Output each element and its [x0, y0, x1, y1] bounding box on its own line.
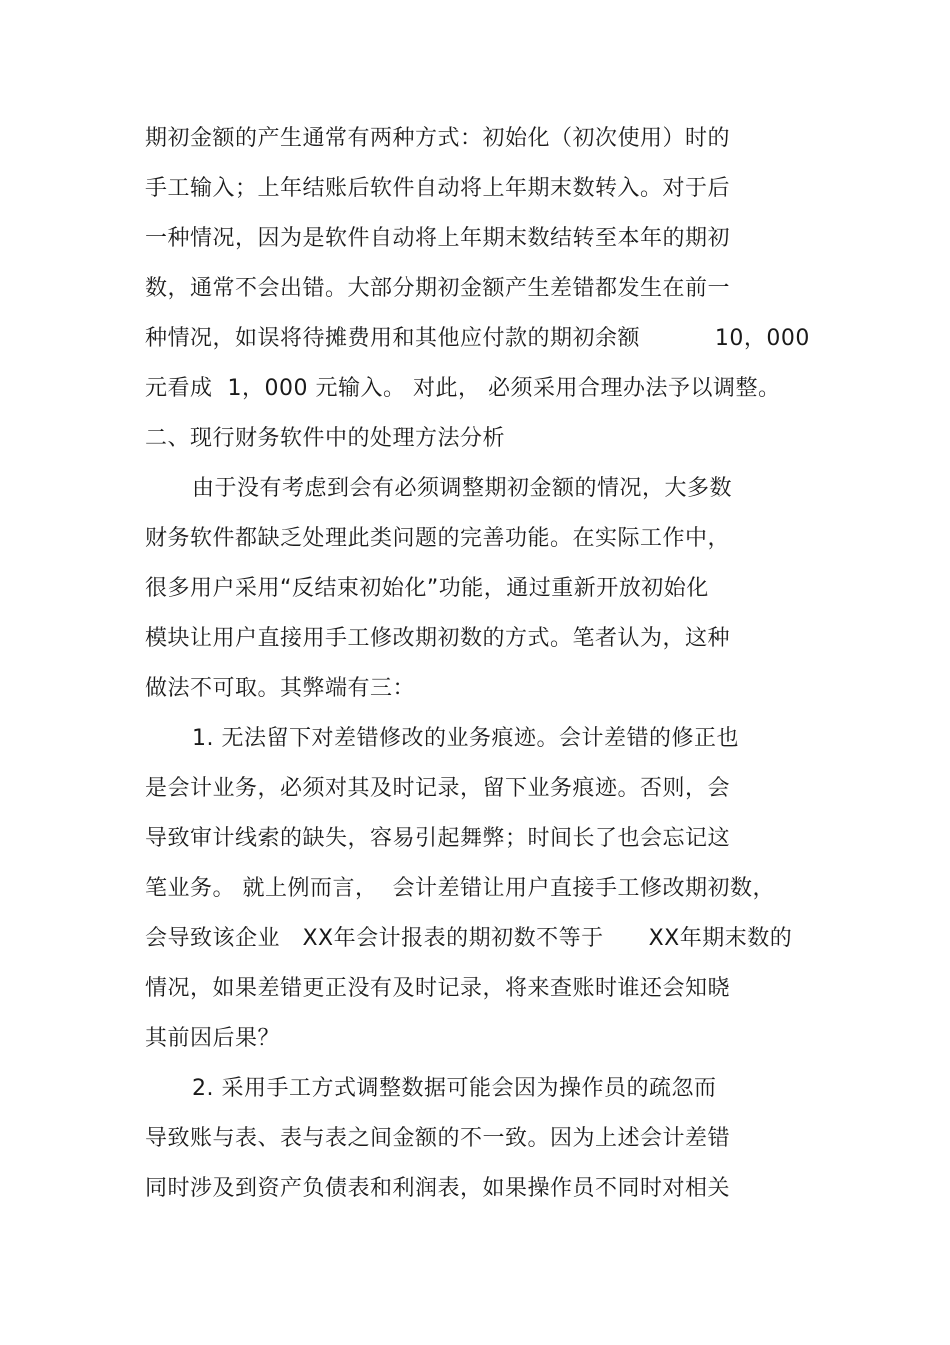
paragraph-line: 其前因后果？ [145, 1026, 281, 1051]
paragraph-line: 种情况，如误将待摊费用和其他应付款的期初余额 10，000 [145, 326, 810, 351]
paragraph-line: 是会计业务，必须对其及时记录，留下业务痕迹。否则，会 [145, 776, 731, 801]
list-item-line: 1. 无法留下对差错修改的业务痕迹。会计差错的修正也 [192, 726, 739, 751]
paragraph-line: 导致账与表、表与表之间金额的不一致。因为上述会计差错 [145, 1126, 731, 1151]
paragraph-line: 一种情况，因为是软件自动将上年期末数结转至本年的期初 [145, 226, 731, 251]
paragraph-line: 模块让用户直接用手工修改期初数的方式。笔者认为，这种 [145, 626, 731, 651]
list-item-line: 2. 采用手工方式调整数据可能会因为操作员的疏忽而 [192, 1076, 717, 1101]
paragraph-line: 财务软件都缺乏处理此类问题的完善功能。在实际工作中， [145, 526, 731, 551]
paragraph-line: 导致审计线索的缺失，容易引起舞弊；时间长了也会忘记这 [145, 826, 731, 851]
paragraph-line: 情况，如果差错更正没有及时记录，将来查账时谁还会知晓 [145, 976, 731, 1001]
paragraph-line: 会导致该企业 XX年会计报表的期初数不等于 XX年期末数的 [145, 926, 793, 951]
paragraph-line: 手工输入；上年结账后软件自动将上年期末数转入。对于后 [145, 176, 731, 201]
paragraph-line: 元看成 1，000 元输入。 对此， 必须采用合理办法予以调整。 [145, 376, 781, 401]
paragraph-line: 很多用户采用“反结束初始化”功能，通过重新开放初始化 [145, 576, 709, 601]
paragraph-line: 做法不可取。其弊端有三： [145, 676, 416, 701]
paragraph-line: 数，通常不会出错。大部分期初金额产生差错都发生在前一 [145, 276, 731, 301]
paragraph-line: 笔业务。 就上例而言， 会计差错让用户直接手工修改期初数， [145, 876, 775, 901]
paragraph-line: 同时涉及到资产负债表和利润表，如果操作员不同时对相关 [145, 1176, 731, 1201]
paragraph-line: 由于没有考虑到会有必须调整期初金额的情况，大多数 [192, 476, 733, 501]
paragraph-line: 期初金额的产生通常有两种方式：初始化（初次使用）时的 [145, 126, 731, 151]
section-heading: 二、现行财务软件中的处理方法分析 [145, 426, 506, 451]
